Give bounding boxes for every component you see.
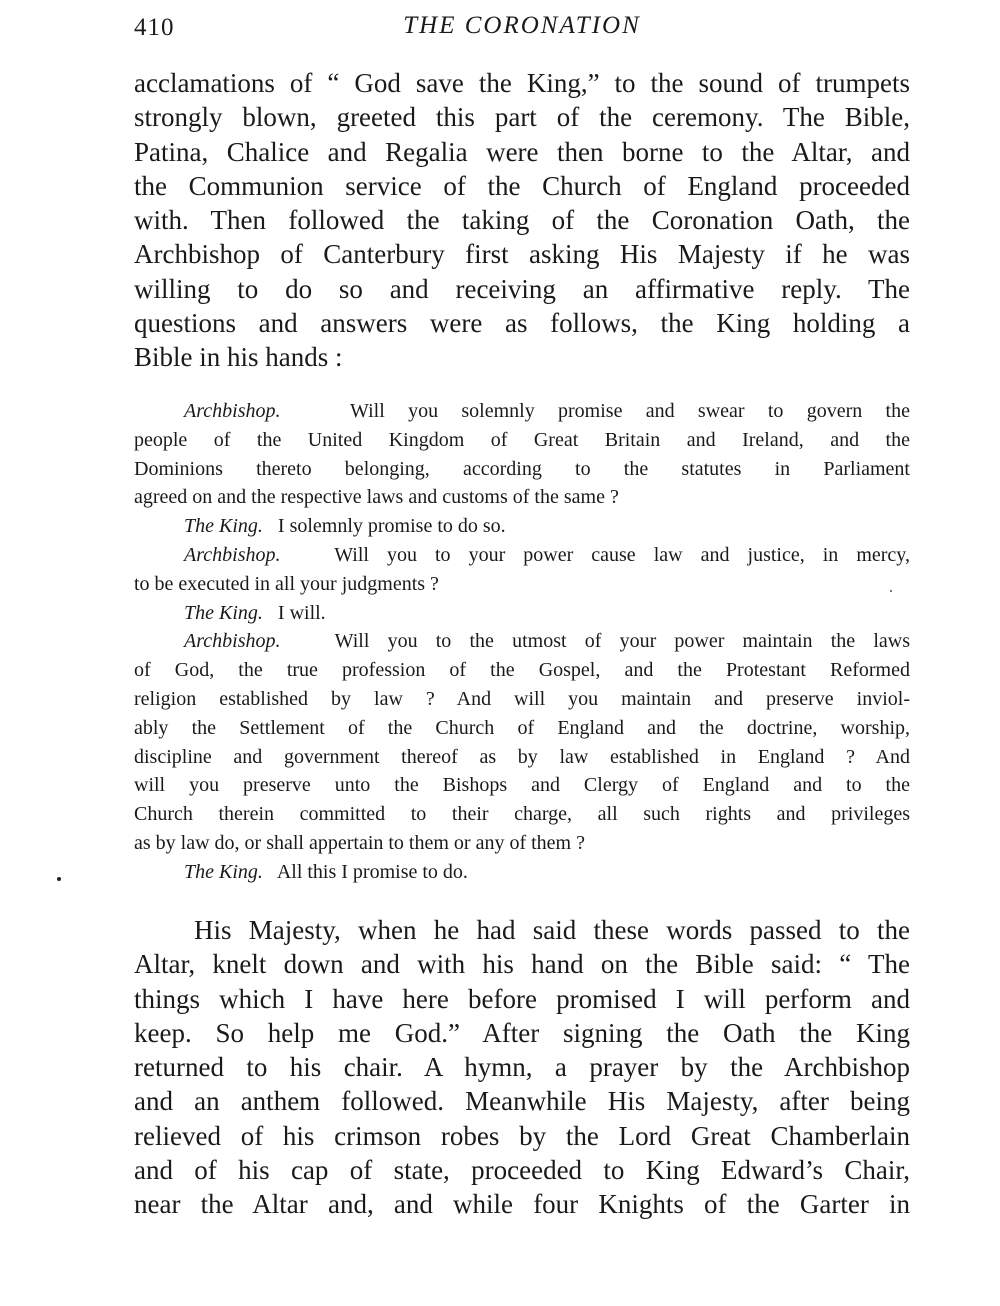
dialogue-line: agreed on and the respective laws and customs of the same ?	[134, 486, 619, 509]
intro-paragraph	[134, 66, 910, 375]
dialogue-text: Will you to your power cause law and justice, in mercy,	[334, 543, 911, 566]
running-title: THE CORONATION	[403, 12, 641, 39]
margin-dot	[57, 877, 61, 881]
dialogue-line	[134, 858, 910, 887]
dialogue-line: ably the Settlement of the Church of England and the doctrine, worship,	[134, 716, 910, 739]
text-line: and an anthem followed. Meanwhile His Majesty, after being	[134, 1086, 910, 1117]
dialogue-line: people of the United Kingdom of Great Britain and Ireland, and the	[134, 428, 910, 451]
text-line: Bible in his hands :	[134, 342, 343, 373]
text-line: Patina, Chalice and Regalia were then borne to the Altar, and	[134, 136, 910, 167]
dialogue-line: religion established by law ? And will you maintain and preserve inviol-	[134, 687, 910, 710]
dialogue-text: Will you to the utmost of your power maintain the laws	[334, 630, 910, 653]
text-line: questions and answers were as follows, the King holding a	[134, 308, 910, 339]
dialogue-text: I will.	[277, 601, 326, 624]
text-line: near the Altar and, and while four Knights of the Garter in	[134, 1189, 910, 1220]
dialogue-line	[134, 512, 910, 541]
dialogue-text: Will you solemnly promise and swear to govern the	[350, 400, 910, 422]
dialogue-line: will you preserve unto the Bishops and Clergy of England and to the	[134, 774, 910, 797]
text-line: returned to his chair. A hymn, a prayer by the Archbishop	[134, 1052, 910, 1083]
page-number: 410	[134, 14, 175, 41]
text-line: with. Then followed the taking of the Coronation Oath, the	[134, 205, 910, 236]
speaker-king: The King.	[184, 860, 263, 883]
page-header	[134, 10, 910, 46]
dialogue-line	[134, 397, 910, 426]
text-line: keep. So help me God.” After signing the Oath the King	[134, 1017, 910, 1048]
dialogue-line: Church therein committed to their charge, all such rights and privileges	[134, 803, 910, 826]
text-line: His Majesty, when he had said these words passed to the	[194, 915, 910, 945]
speaker-archbishop: Archbishop.	[184, 543, 281, 566]
text-line: the Communion service of the Church of England proceeded	[134, 170, 910, 201]
dialogue-text: All this I promise to do.	[276, 860, 468, 883]
dialogue-line: Dominions thereto belonging, according to the statutes in Parliament	[134, 457, 910, 480]
text-line: strongly blown, greeted this part of the ceremony. The Bible,	[134, 102, 910, 133]
speaker-king: The King.	[184, 601, 263, 624]
dialogue-line: to be executed in all your judgments ?	[134, 572, 439, 595]
outro-paragraph	[134, 913, 910, 1222]
dialogue-line: discipline and government thereof as by law established in England ? And	[134, 745, 910, 768]
text-line: Archbishop of Canterbury first asking His Majesty if he was	[134, 239, 910, 270]
dialogue-text: I solemnly promise to do so.	[277, 515, 506, 538]
dialogue-line	[134, 599, 910, 628]
text-line: Altar, knelt down and with his hand on the Bible said: “ The	[134, 949, 910, 980]
text-line: relieved of his crimson robes by the Lord Great Chamberlain	[134, 1120, 910, 1151]
dialogue-line	[134, 627, 910, 656]
print-speck	[890, 590, 892, 592]
dialogue-line: as by law do, or shall appertain to them or any of them ?	[134, 831, 585, 854]
speaker-king: The King.	[184, 515, 263, 538]
coronation-oath-dialogue	[134, 397, 910, 887]
text-line: things which I have here before promised I will perform and	[134, 983, 910, 1014]
dialogue-line	[134, 541, 910, 570]
text-line: willing to do so and receiving an affirmative reply. The	[134, 273, 910, 304]
text-line: and of his cap of state, proceeded to King Edward’s Chair,	[134, 1155, 910, 1186]
dialogue-line: of God, the true profession of the Gospel, and the Protestant Reformed	[134, 659, 910, 682]
text-line: acclamations of “ God save the King,” to the sound of trumpets	[134, 68, 910, 98]
speaker-archbishop: Archbishop.	[184, 400, 281, 422]
speaker-archbishop: Archbishop.	[184, 630, 281, 653]
